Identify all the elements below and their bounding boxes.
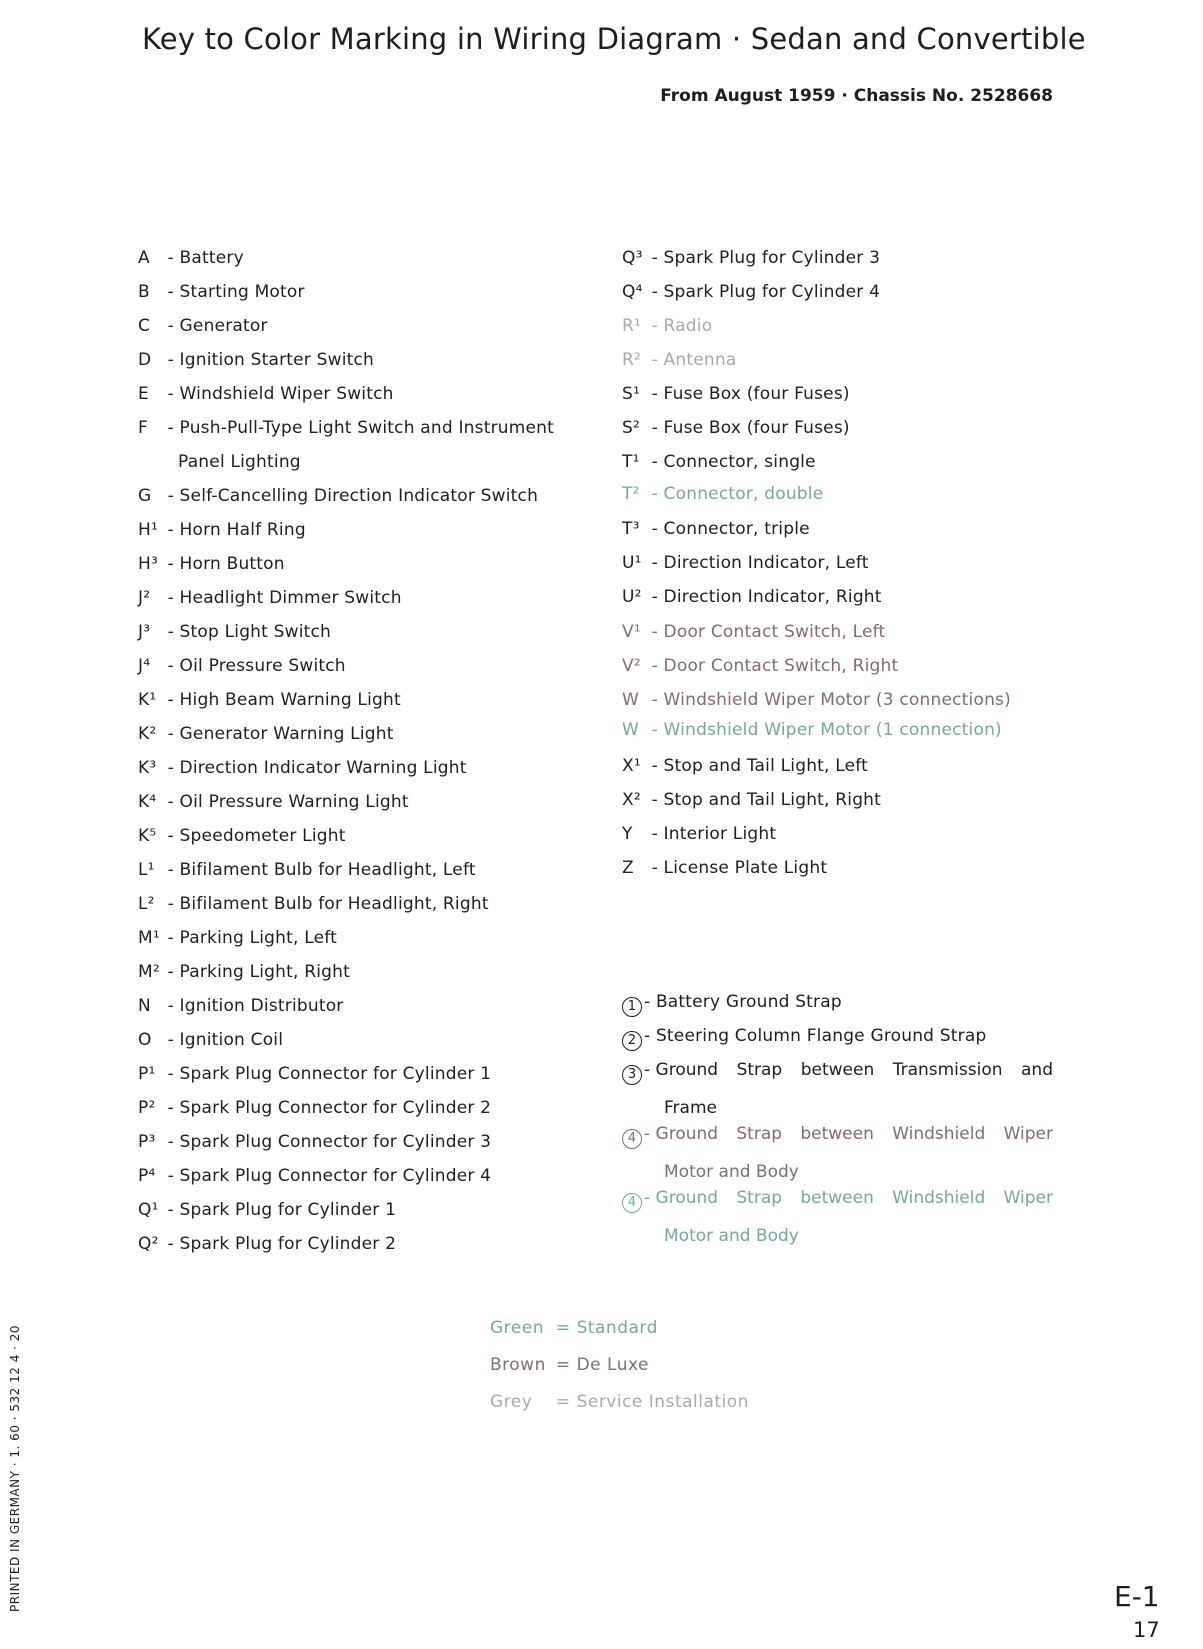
item-text: - Spark Plug Connector for Cylinder 2 bbox=[167, 1098, 492, 1118]
item-text: - Windshield Wiper Motor (1 connection) bbox=[651, 720, 1002, 740]
list-item bbox=[622, 755, 868, 777]
item-text: - Spark Plug Connector for Cylinder 3 bbox=[167, 1132, 492, 1152]
item-text: - Horn Half Ring bbox=[167, 520, 306, 540]
item-text: - Interior Light bbox=[651, 824, 777, 844]
list-item bbox=[622, 281, 880, 303]
ground-strap-item bbox=[622, 991, 842, 1017]
list-item bbox=[622, 349, 736, 371]
list-item bbox=[138, 825, 346, 847]
item-text: - Battery Ground Strap bbox=[644, 992, 842, 1012]
page-title: Key to Color Marking in Wiring Diagram · Sedan and Convertible bbox=[142, 22, 1086, 56]
ground-strap-lead bbox=[622, 1059, 718, 1085]
item-text: - Spark Plug for Cylinder 3 bbox=[651, 248, 881, 268]
item-text: - Fuse Box (four Fuses) bbox=[651, 418, 850, 438]
item-word: Wiper bbox=[1003, 1124, 1053, 1144]
list-item bbox=[138, 655, 346, 677]
item-text: - Ignition Starter Switch bbox=[167, 350, 375, 370]
item-text-continuation: Motor and Body bbox=[664, 1226, 799, 1246]
list-item bbox=[138, 1233, 396, 1255]
item-text: - Steering Column Flange Ground Strap bbox=[644, 1026, 987, 1046]
item-word: Strap bbox=[736, 1060, 783, 1080]
list-item bbox=[622, 823, 776, 845]
item-code: W bbox=[622, 720, 640, 740]
item-text: - Bifilament Bulb for Headlight, Right bbox=[167, 894, 489, 914]
item-code: X¹ bbox=[622, 756, 641, 776]
item-code: P² bbox=[138, 1098, 156, 1118]
list-item bbox=[138, 723, 394, 745]
item-code: P¹ bbox=[138, 1064, 156, 1084]
item-word: - Ground bbox=[644, 1124, 719, 1144]
list-item bbox=[138, 553, 285, 575]
legend-item bbox=[490, 1392, 749, 1412]
item-code: M² bbox=[138, 962, 160, 982]
item-text: - Parking Light, Right bbox=[167, 962, 350, 982]
list-item bbox=[622, 383, 850, 405]
list-item bbox=[138, 383, 394, 405]
item-text: - Direction Indicator Warning Light bbox=[167, 758, 467, 778]
item-code: K² bbox=[138, 724, 157, 744]
list-item bbox=[622, 315, 712, 337]
item-text: Panel Lighting bbox=[178, 452, 301, 472]
circled-number: 4 bbox=[622, 1129, 642, 1149]
item-code: Z bbox=[622, 858, 634, 878]
item-code: T³ bbox=[622, 519, 640, 539]
item-text: - Speedometer Light bbox=[167, 826, 346, 846]
item-text: - Direction Indicator, Left bbox=[651, 553, 869, 573]
list-item bbox=[622, 417, 850, 439]
circled-number: 4 bbox=[622, 1193, 642, 1213]
list-item bbox=[622, 789, 881, 811]
list-item bbox=[622, 483, 823, 505]
item-text: - Direction Indicator, Right bbox=[651, 587, 882, 607]
item-text: - Spark Plug for Cylinder 4 bbox=[651, 282, 881, 302]
item-code: J² bbox=[138, 588, 151, 608]
item-code: N bbox=[138, 996, 151, 1016]
list-item bbox=[138, 995, 344, 1017]
item-code: B bbox=[138, 282, 150, 302]
legend-meaning: Service Installation bbox=[576, 1392, 749, 1412]
page-number: 17 bbox=[1133, 1618, 1160, 1642]
list-item bbox=[138, 961, 350, 983]
list-item bbox=[138, 485, 538, 507]
ground-strap-item bbox=[622, 1123, 1053, 1183]
ground-strap-lead bbox=[622, 1187, 718, 1213]
item-code: E bbox=[138, 384, 149, 404]
item-text: - Spark Plug for Cylinder 2 bbox=[167, 1234, 397, 1254]
list-item bbox=[138, 315, 268, 337]
item-code: K¹ bbox=[138, 690, 157, 710]
item-code: P⁴ bbox=[138, 1166, 156, 1186]
ground-strap-item bbox=[622, 1187, 1053, 1247]
ground-strap-line bbox=[622, 1059, 1053, 1085]
item-text: - License Plate Light bbox=[651, 858, 828, 878]
list-item bbox=[138, 519, 306, 541]
legend-color-name: Green bbox=[490, 1318, 544, 1338]
list-item bbox=[138, 621, 331, 643]
item-code: Q⁴ bbox=[622, 282, 643, 302]
ground-strap-line bbox=[622, 1187, 1053, 1213]
circled-number: 2 bbox=[622, 1031, 642, 1051]
item-text: - Oil Pressure Switch bbox=[167, 656, 346, 676]
list-item bbox=[138, 1199, 396, 1221]
item-code: Y bbox=[622, 824, 633, 844]
item-word: and bbox=[1021, 1060, 1053, 1080]
item-word: - Ground bbox=[644, 1188, 719, 1208]
item-code: J³ bbox=[138, 622, 151, 642]
item-code: W bbox=[622, 690, 640, 710]
item-text: - High Beam Warning Light bbox=[167, 690, 401, 710]
item-text: - Spark Plug Connector for Cylinder 4 bbox=[167, 1166, 492, 1186]
item-code: V¹ bbox=[622, 622, 641, 642]
item-code: K⁵ bbox=[138, 826, 157, 846]
item-word: Windshield bbox=[892, 1188, 986, 1208]
item-text: - Connector, triple bbox=[651, 519, 810, 539]
list-item bbox=[622, 451, 816, 473]
list-item bbox=[138, 1063, 491, 1085]
list-item bbox=[622, 719, 1002, 741]
ground-strap-lead bbox=[622, 1123, 718, 1149]
legend-meaning: Standard bbox=[576, 1318, 658, 1338]
item-text: - Bifilament Bulb for Headlight, Left bbox=[167, 860, 476, 880]
legend-meaning: De Luxe bbox=[576, 1355, 649, 1375]
page-subtitle: From August 1959 · Chassis No. 2528668 bbox=[660, 86, 1053, 106]
list-item bbox=[138, 859, 476, 881]
list-item bbox=[622, 552, 869, 574]
item-word: Wiper bbox=[1003, 1188, 1053, 1208]
circled-number: 1 bbox=[622, 997, 642, 1017]
item-code: R² bbox=[622, 350, 642, 370]
list-item bbox=[138, 927, 337, 949]
item-text: - Starting Motor bbox=[167, 282, 305, 302]
item-code: O bbox=[138, 1030, 152, 1050]
item-code: Q² bbox=[138, 1234, 159, 1254]
item-code: H¹ bbox=[138, 520, 158, 540]
list-item bbox=[138, 689, 401, 711]
item-text: - Stop Light Switch bbox=[167, 622, 332, 642]
list-item bbox=[622, 518, 810, 540]
item-text: - Windshield Wiper Switch bbox=[167, 384, 394, 404]
item-word: Transmission bbox=[892, 1060, 1003, 1080]
list-item bbox=[138, 281, 305, 303]
item-word: between bbox=[800, 1188, 874, 1208]
item-code: P³ bbox=[138, 1132, 156, 1152]
list-item bbox=[622, 655, 898, 677]
item-text: - Antenna bbox=[651, 350, 737, 370]
item-code: X² bbox=[622, 790, 641, 810]
item-text: - Push-Pull-Type Light Switch and Instrument bbox=[167, 418, 554, 438]
item-code: T¹ bbox=[622, 452, 640, 472]
item-code: S² bbox=[622, 418, 641, 438]
list-item bbox=[622, 857, 827, 879]
item-code: K³ bbox=[138, 758, 157, 778]
item-code: K⁴ bbox=[138, 792, 157, 812]
item-word: between bbox=[800, 1124, 874, 1144]
item-code: F bbox=[138, 418, 148, 438]
item-code: Q¹ bbox=[138, 1200, 159, 1220]
item-text: - Oil Pressure Warning Light bbox=[167, 792, 409, 812]
item-text-continuation: Frame bbox=[664, 1098, 717, 1118]
item-text: - Ignition Coil bbox=[167, 1030, 284, 1050]
printing-note: PRINTED IN GERMANY · 1. 60 · 532 12 4 · 20 bbox=[8, 1324, 22, 1612]
list-item bbox=[138, 1131, 491, 1153]
legend-equals: = bbox=[555, 1355, 571, 1375]
item-text: - Connector, single bbox=[651, 452, 816, 472]
circled-number: 3 bbox=[622, 1065, 642, 1085]
item-word: - Ground bbox=[644, 1060, 719, 1080]
item-word: Windshield bbox=[892, 1124, 986, 1144]
item-text: - Windshield Wiper Motor (3 connections) bbox=[651, 690, 1011, 710]
legend-color-name: Brown bbox=[490, 1355, 546, 1375]
item-text: - Self-Cancelling Direction Indicator Switch bbox=[167, 486, 539, 506]
legend-equals: = bbox=[555, 1318, 571, 1338]
ground-strap-item bbox=[622, 1025, 986, 1051]
item-code: Q³ bbox=[622, 248, 643, 268]
legend-item bbox=[490, 1355, 649, 1375]
list-item bbox=[622, 689, 1011, 711]
page-id: E-1 bbox=[1114, 1580, 1160, 1613]
item-code: S¹ bbox=[622, 384, 641, 404]
list-item bbox=[622, 586, 882, 608]
item-text: - Spark Plug Connector for Cylinder 1 bbox=[167, 1064, 492, 1084]
item-code: U¹ bbox=[622, 553, 642, 573]
list-item bbox=[138, 587, 402, 609]
item-code: L² bbox=[138, 894, 155, 914]
list-item bbox=[138, 791, 409, 813]
item-code: M¹ bbox=[138, 928, 160, 948]
item-text: - Generator Warning Light bbox=[167, 724, 394, 744]
ground-strap-item bbox=[622, 1059, 1053, 1119]
item-word: between bbox=[800, 1060, 875, 1080]
item-text: - Headlight Dimmer Switch bbox=[167, 588, 402, 608]
item-code: D bbox=[138, 350, 152, 370]
item-text-continuation: Motor and Body bbox=[664, 1162, 799, 1182]
list-item bbox=[138, 757, 467, 779]
list-item bbox=[138, 1165, 491, 1187]
item-code: V² bbox=[622, 656, 641, 676]
list-item bbox=[138, 349, 374, 371]
item-text: - Stop and Tail Light, Right bbox=[651, 790, 882, 810]
item-code: T² bbox=[622, 484, 640, 504]
item-word: Strap bbox=[736, 1124, 783, 1144]
item-code: L¹ bbox=[138, 860, 155, 880]
list-item bbox=[622, 247, 880, 269]
item-text: - Stop and Tail Light, Left bbox=[651, 756, 869, 776]
list-item bbox=[622, 621, 885, 643]
ground-strap-line bbox=[622, 1123, 1053, 1149]
list-item bbox=[138, 1097, 491, 1119]
item-text: - Radio bbox=[651, 316, 713, 336]
item-text: - Spark Plug for Cylinder 1 bbox=[167, 1200, 397, 1220]
list-item bbox=[138, 893, 489, 915]
list-item bbox=[138, 247, 244, 269]
legend-equals: = bbox=[555, 1392, 571, 1412]
legend-color-name: Grey bbox=[490, 1392, 533, 1412]
item-text: - Connector, double bbox=[651, 484, 824, 504]
item-text: - Door Contact Switch, Right bbox=[651, 656, 899, 676]
item-text: - Fuse Box (four Fuses) bbox=[651, 384, 850, 404]
item-code: J⁴ bbox=[138, 656, 151, 676]
item-code: A bbox=[138, 248, 150, 268]
item-text: - Ignition Distributor bbox=[167, 996, 344, 1016]
legend-item bbox=[490, 1318, 658, 1338]
item-text: - Generator bbox=[167, 316, 268, 336]
item-word: Strap bbox=[736, 1188, 783, 1208]
item-text: - Parking Light, Left bbox=[167, 928, 337, 948]
item-text: - Battery bbox=[167, 248, 244, 268]
item-code: U² bbox=[622, 587, 642, 607]
list-item bbox=[138, 417, 554, 439]
item-text: - Door Contact Switch, Left bbox=[651, 622, 886, 642]
item-code: R¹ bbox=[622, 316, 642, 336]
list-item bbox=[138, 1029, 283, 1051]
item-code: G bbox=[138, 486, 152, 506]
item-text: - Horn Button bbox=[167, 554, 285, 574]
list-item-continuation bbox=[138, 451, 301, 473]
item-code: H³ bbox=[138, 554, 158, 574]
item-code: C bbox=[138, 316, 151, 336]
